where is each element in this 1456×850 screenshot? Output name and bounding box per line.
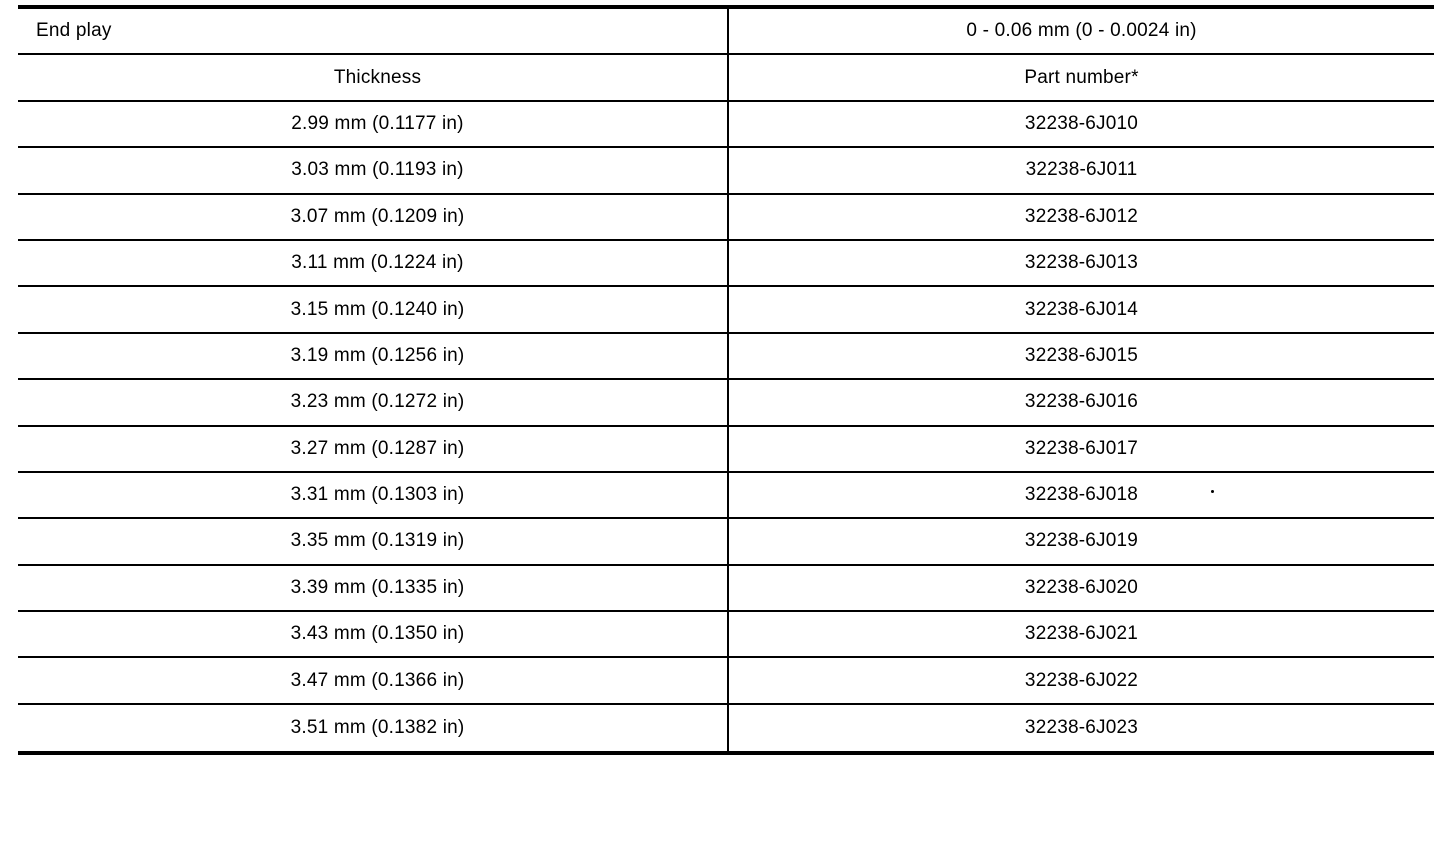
table-row (18, 334, 1434, 380)
thickness-cell: 3.39 mm (0.1335 in) (18, 566, 729, 610)
table-row (18, 566, 1434, 612)
table-row (18, 658, 1434, 704)
thickness-cell: 3.19 mm (0.1256 in) (18, 334, 729, 378)
thickness-cell: 3.11 mm (0.1224 in) (18, 241, 729, 285)
part-number-cell: 32238-6J022 (1024, 669, 1139, 691)
part-number-cell: 32238-6J017 (1024, 437, 1139, 459)
part-number-cell: 32238-6J011 (1025, 159, 1138, 181)
part-number-cell: 32238-6J012 (1024, 205, 1139, 227)
table-row (18, 705, 1434, 751)
thickness-cell: 3.27 mm (0.1287 in) (18, 427, 729, 471)
end-play-row (18, 9, 1434, 55)
part-number-cell: 32238-6J019 (1024, 530, 1139, 552)
thickness-cell: 3.31 mm (0.1303 in) (18, 473, 729, 517)
table-row (18, 473, 1434, 519)
table-row (18, 102, 1434, 148)
thickness-cell: 3.03 mm (0.1193 in) (18, 148, 729, 192)
part-number-cell: 32238-6J020 (1024, 576, 1139, 598)
part-number-cell: 32238-6J013 (1024, 252, 1139, 274)
part-number-cell: 32238-6J010 (1024, 112, 1139, 134)
table-row (18, 195, 1434, 241)
table-row (18, 287, 1434, 333)
part-number-header: Part number* (1024, 66, 1139, 88)
table-row (18, 427, 1434, 473)
thickness-cell: 3.35 mm (0.1319 in) (18, 519, 729, 563)
part-number-cell: 32238-6J021 (1024, 623, 1139, 645)
thickness-cell: 3.15 mm (0.1240 in) (18, 287, 729, 331)
part-number-cell: 32238-6J015 (1024, 344, 1139, 366)
part-number-cell: 32238-6J023 (1024, 717, 1139, 739)
thickness-cell: 3.07 mm (0.1209 in) (18, 195, 729, 239)
table-row (18, 148, 1434, 194)
spec-table (18, 5, 1434, 755)
part-number-cell: 32238-6J014 (1024, 298, 1139, 320)
thickness-cell: 2.99 mm (0.1177 in) (18, 102, 729, 146)
table-row (18, 519, 1434, 565)
end-play-value: 0 - 0.06 mm (0 - 0.0024 in) (966, 20, 1197, 42)
header-row (18, 55, 1434, 101)
table-row (18, 612, 1434, 658)
end-play-label: End play (18, 9, 729, 53)
thickness-header: Thickness (18, 55, 729, 99)
part-number-cell: 32238-6J016 (1024, 391, 1139, 413)
table-row (18, 241, 1434, 287)
thickness-cell: 3.23 mm (0.1272 in) (18, 380, 729, 424)
table-row (18, 380, 1434, 426)
thickness-cell: 3.51 mm (0.1382 in) (18, 705, 729, 751)
thickness-cell: 3.47 mm (0.1366 in) (18, 658, 729, 702)
part-number-cell: 32238-6J018 (1024, 484, 1139, 506)
thickness-cell: 3.43 mm (0.1350 in) (18, 612, 729, 656)
stray-mark (1211, 490, 1214, 493)
